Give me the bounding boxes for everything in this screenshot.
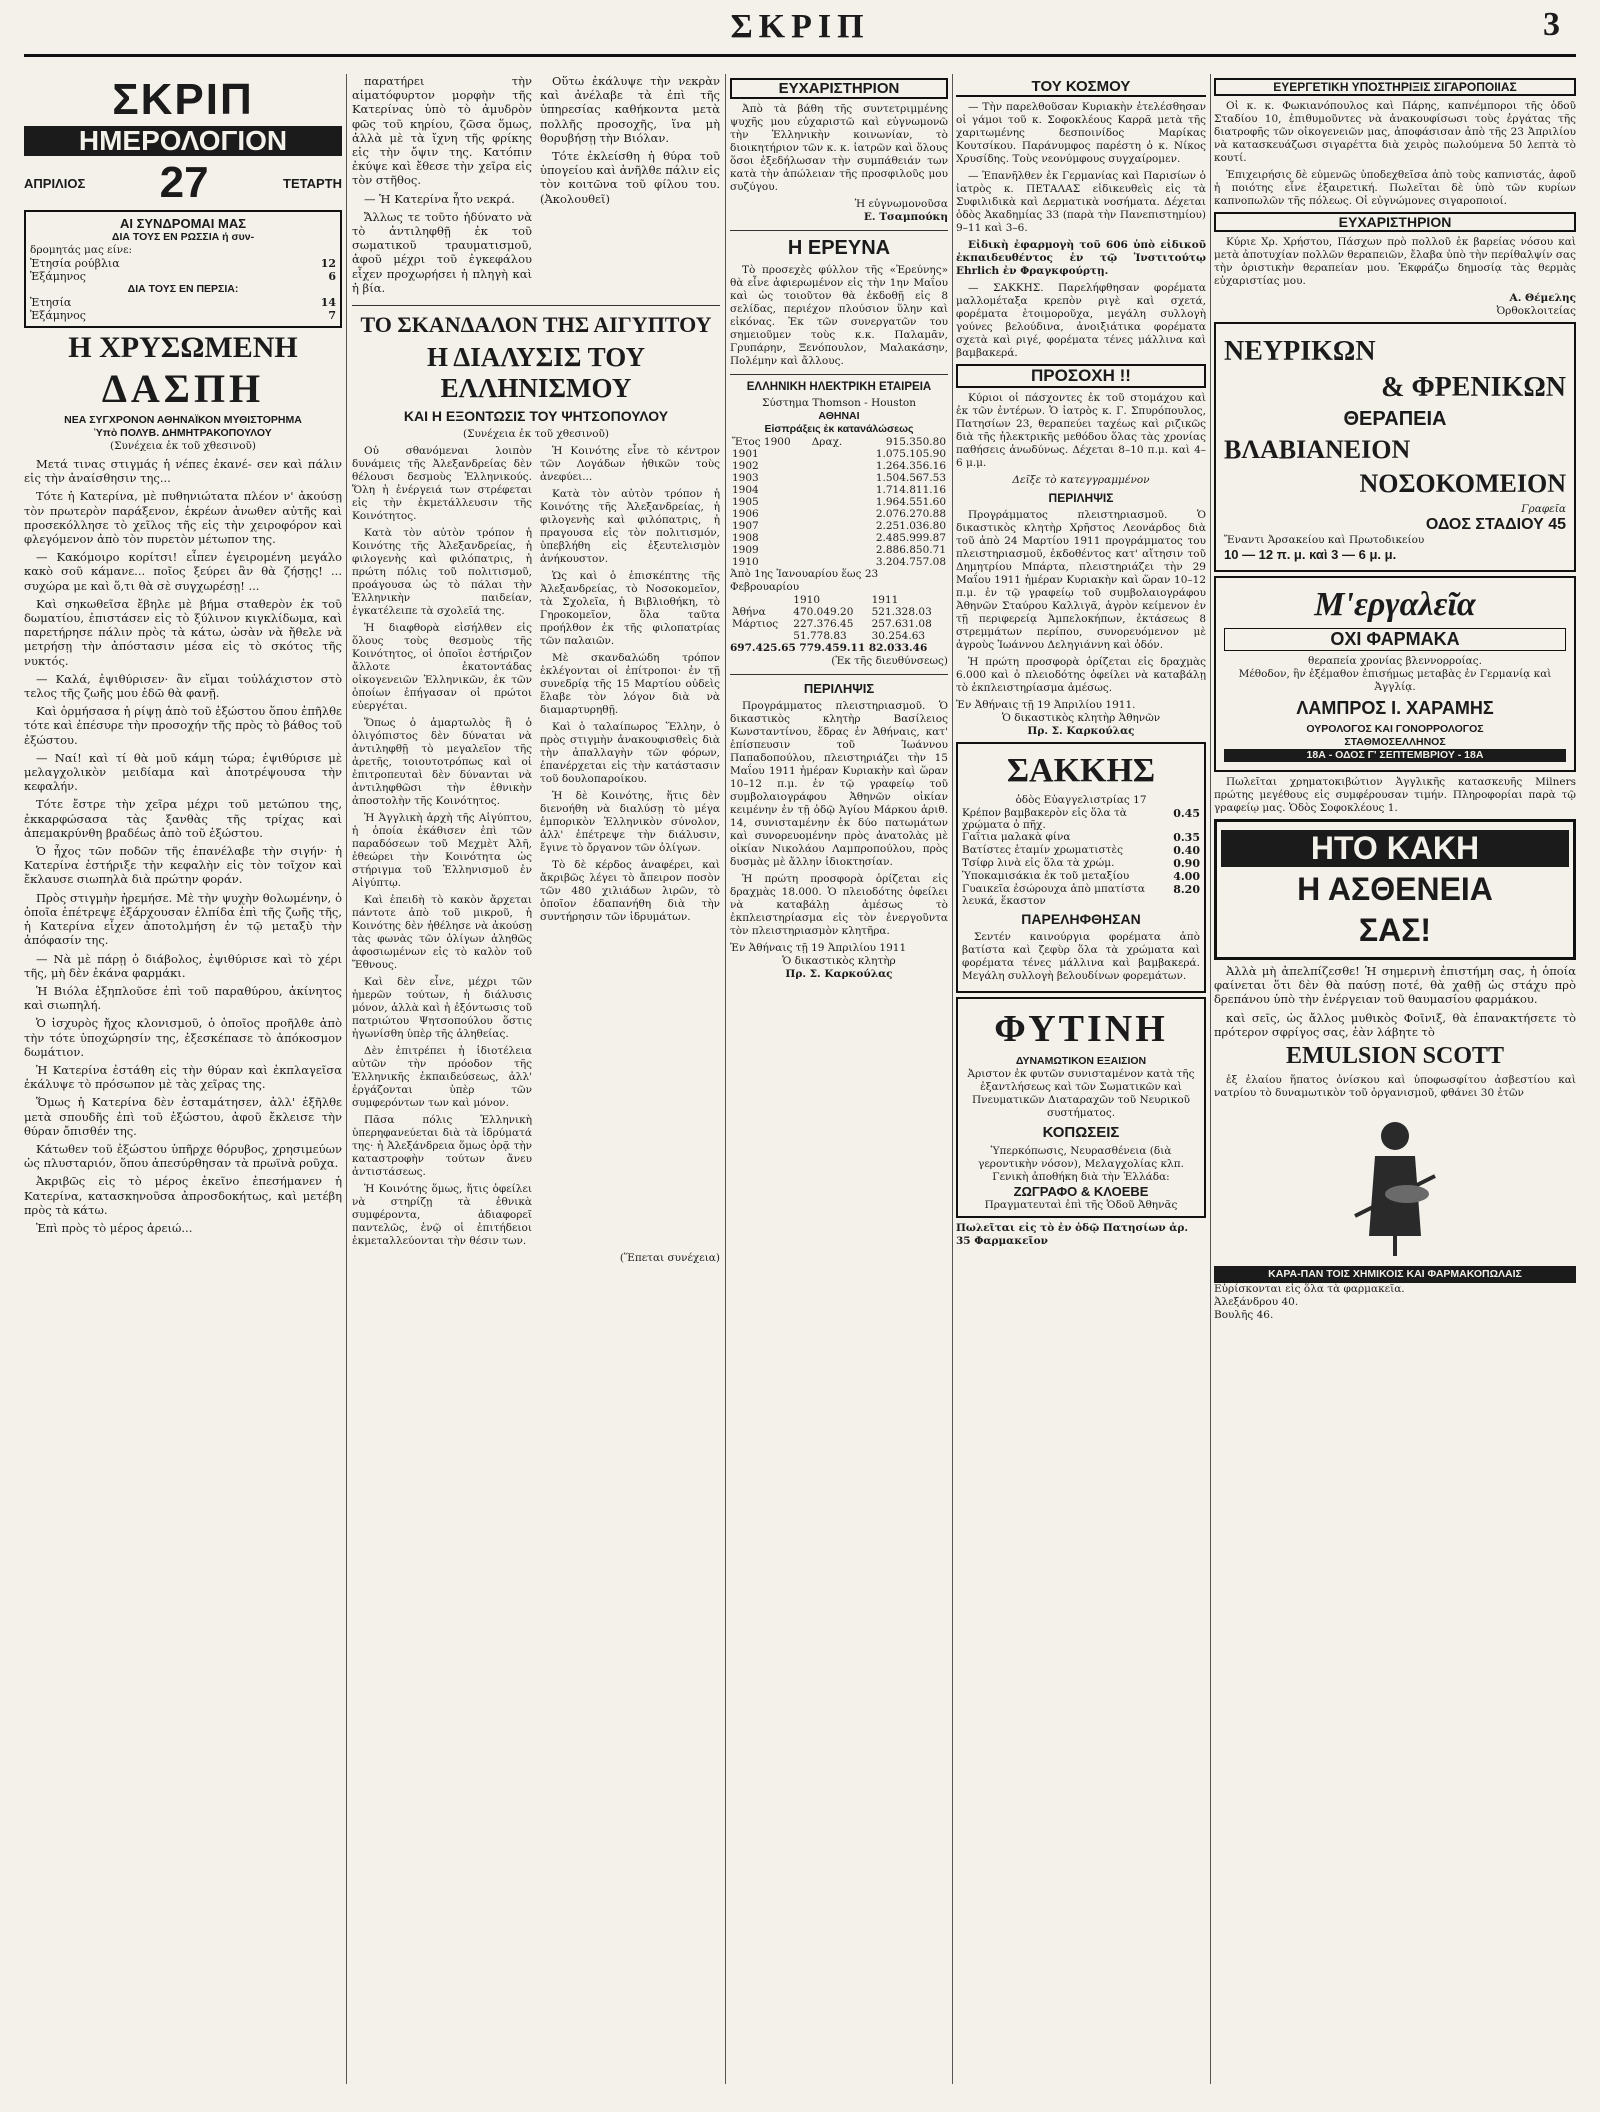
table-cell: 1910 (732, 556, 759, 568)
table-row (730, 436, 948, 448)
summary-signature: Πρ. Σ. Καρκούλας (1027, 725, 1135, 737)
table-cell (810, 520, 854, 532)
summary-heading: ΠΕΡΙΛΗΨΙΣ (803, 681, 875, 696)
subscription-label: Ἐτησία (30, 296, 72, 309)
price-label: Ὑποκαμισάκια ἐκ τοῦ μεταξίου (962, 870, 1130, 882)
fisherman-icon (1335, 1106, 1455, 1256)
urologist-station: ΣΤΑΘΜΟΣΕΛΛΗΝΟΣ (1344, 736, 1446, 748)
table-row (730, 484, 948, 496)
urologist-method: Μέθοδον, ἣν ἐξέμαθον ἐπισήμως μεταβὰς ἐν Γερμανίᾳ καὶ Ἀγγλίᾳ. (1238, 668, 1552, 693)
serial-title-2: ΔΑΣΠΗ (101, 366, 265, 411)
serial-continuation: (Συνέχεια ἐκ τοῦ χθεσινοῦ) (109, 440, 257, 452)
urologist-title: Μ'εργαλεῖα (1314, 586, 1476, 623)
serial-paragraph: Τότε ἔστρε τὴν χεῖρα μέχρι τοῦ μετώπου της, ἐκκαρφώσασα τὰς ξανθὰς τῆς τρίχας καὶ ἀπεμακρύνθη βραδέως ἀπὸ τοῦ ἐξώστου. (24, 797, 342, 840)
thanks-heading: ΕΥΧΑΡΙΣΤΗΡΙΟΝ (1214, 212, 1576, 232)
illness-advert (1214, 819, 1576, 960)
fytini-depot: Γενικὴ ἀποθήκη διὰ τὴν Ἑλλάδα: (992, 1171, 1170, 1183)
fytini-firm: ΖΩΓΡΑΦΟ & ΚΛΟΕΒΕ (1013, 1184, 1149, 1199)
article-paragraph: Ἡ Κοινότης ὅμως, ἥτις ὀφείλει νὰ στηρίζῃ τὰ ἐθνικὰ συμφέροντα, ἀδιαφορεῖ παντελῶς, ἐνῷ οἱ ἐπιτήδειοι ἐκμεταλλεύονται τὴν θέσιν των. (352, 1183, 532, 1248)
subscription-label: Ἑξάμηνος (30, 270, 86, 283)
table-cell: Ἔτος 1900 (732, 436, 791, 448)
comparison-note: (Ἐκ τῆς διευθύνσεως) (831, 655, 948, 667)
attention-heading: ΠΡΟΣΟΧΗ !! (956, 364, 1206, 388)
serial-continued-right (540, 74, 720, 299)
subscription-label: Ἑξάμηνος (30, 309, 86, 322)
article-body-right (540, 445, 720, 1252)
serial-paragraph: — Ναί! καὶ τί θὰ μοῦ κάμη τώρα; ἐψιθύρισε μὲ μελαγχολικὸν μειδίαμα καὶ ἀποτρέψουσα τὴν κεφαλήν. (24, 750, 342, 794)
clinic-name-2: ΝΟΣΟΚΟΜΕΙΟΝ (1359, 469, 1566, 498)
table-row (730, 460, 948, 472)
serial-continued-left (352, 74, 532, 299)
sakkis-address: ὁδὸς Εὐαγγελιστρίας 17 (1015, 794, 1147, 806)
table-cell: 1911 (871, 594, 899, 606)
article-paragraph: Οὐ σθανόμεναι λοιπὸν δυνάμεις τῆς Ἀλεξανδρείας δὲν θέλουσι δεσμοὺς Ἑλληνικούς. Ὅλη ἡ ἐνέργειά των στρέφεται εἰς τὴν ἐκμετάλλευσιν τῆς Κοινότητος. (352, 445, 532, 523)
table-cell (810, 460, 854, 472)
urologist-advert (1214, 576, 1576, 772)
subscriptions-heading: ΑΙ ΣΥΝΔΡΟΜΑΙ ΜΑΣ (119, 216, 247, 231)
price-label: Γυαικεῖα ἐσώρουχα ἀπὸ μπατίστα λευκά, ἕκαστον (962, 883, 1145, 907)
table-cell: Μάρτιος (732, 618, 779, 630)
illness-line-2: Η ΑΣΘΕΝΕΙΑ (1297, 871, 1493, 907)
article-paragraph: Ἡ Ἀγγλικὴ ἀρχὴ τῆς Αἰγύπτου, ἡ ὁποία ἐκάθισεν ἐπὶ τῶν παραδόσεων τοῦ Μεχμὲτ Ἀλῆ, ἐθεώρει τὴν Κοινότητα ὡς στήριγμα τοῦ Ἑλληνισμοῦ ἐν Αἰγύπτῳ. (352, 812, 532, 890)
summary-text-2: Ἡ πρώτη προσφορὰ ὁρίζεται εἰς δραχμὰς 6.000 καὶ ὁ πλειοδότης ὀφείλει νὰ καταβάλῃ τὸ ἐκπλειστηρίασμα ἀμέσως. (956, 656, 1206, 694)
scott-text-3: ἐξ ἐλαίου ἥπατος ὀνίσκου καὶ ὑποφωσφίτου ἀσβεστίου καὶ νατρίου τὸ δυναμωτικὸν τοῦ ὀργανισμοῦ, φθάνει 30 ἐτῶν (1214, 1074, 1576, 1100)
table-cell (730, 594, 791, 606)
column-3 (730, 74, 948, 2084)
summary-signature-label: Ὁ δικαστικὸς κλητὴρ (782, 955, 896, 967)
article-paragraph: Μὲ σκανδαλώδη τρόπον ἐκλέγονται οἱ ἐπίτροποι· ἐν τῇ συνεδρίᾳ τῆς 15 Μαρτίου οὐδεὶς ἔλαβε τὸν λόγον διὰ νὰ διαμαρτυρηθῇ. (540, 652, 720, 717)
urologist-address: 18Α - ΟΔΟΣ Γ' ΣΕΠΤΕΜΒΡΙΟΥ - 18Α (1224, 749, 1566, 762)
electric-company-system: Σύστημα Thomson - Houston (762, 397, 916, 409)
article-paragraph: Ἡ δὲ Κοινότης, ἥτις δὲν διενοήθη νὰ διαλύσῃ τὸ μέγα ἐμπορικὸν Ἑλληνικὸν σύνολον, ἀλλ' ἐπέτρεψε τὴν διάλυσιν, ἔγινε τὸ ὄργανον τῶν ὀλίγων. (540, 790, 720, 855)
serial-body (24, 457, 342, 1217)
serial-paragraph: Ὁ ἰσχυρὸς ἤχος κλονισμοῦ, ὁ ὁποῖος προῆλθε ἀπὸ τὴν τότε ὑποχώρησίν της, ἐξεσκέπασε τὸ ἀπόκοσμον δωμάτιον. (24, 1016, 342, 1059)
sakkis-advert (956, 742, 1206, 993)
table-row (730, 448, 948, 460)
price-value: 0.35 (1173, 831, 1200, 844)
article-headline-3: ΚΑΙ Η ΕΞΟΝΤΩΣΙΣ ΤΟΥ ΨΗΤΣΟΠΟΥΛΟΥ (403, 408, 669, 425)
comparison-total: 697.425.65 779.459.11 82.033.46 (730, 642, 928, 654)
table-cell (810, 448, 854, 460)
table-cell: 1.264.356.16 (875, 460, 946, 472)
article-paragraph: Καὶ ὁ ταλαίπωρος Ἕλλην, ὁ πρὸς στιγμὴν ἀνακουφισθεὶς διὰ τὴν ἀπαλλαγὴν τῶν φόρων, ἐπανέρχεται εἰς τὴν κατάστασιν τοῦ δουλοπαροίκου. (540, 721, 720, 786)
subscription-price: 7 (328, 309, 336, 322)
thanks-text: Κύριε Χρ. Χρήστου, Πάσχων πρὸ πολλοῦ ἐκ βαρείας νόσου καὶ μετὰ ἀποτυχίαν πολλῶν θεραπειῶν, ἔλαβα ὑπὸ τὴν περίθαλψίν σας τὴν ὁριστικὴν θεραπείαν μου. Ἐκφράζω δημοσίᾳ τὰς θερμὰς εὐχαριστίας μου. (1214, 236, 1576, 287)
column-divider (1210, 74, 1211, 2084)
notice-text: Ἀπὸ τὰ βάθη τῆς συντετριμμένης ψυχῆς μου εὐχαριστῶ καὶ εὐγνωμονῶ τὴν Ἑλληνικὴν κοινωνίαν, τὸ διοικητήριον τῶν κ. κ. ἰατρῶν καὶ ὅλους ὅσοι ἐξεδήλωσαν τὴν συμπάθειάν των κατὰ τὴν ἀπώλειαν τῆς προσφιλοῦς μου συζύγου. (730, 103, 948, 193)
table-cell: Δραχ. (811, 436, 843, 448)
subscription-price: 12 (320, 257, 336, 270)
fytini-title: ΦΥΤΙΝΗ (994, 1008, 1168, 1050)
serial-paragraph: Τότε ἡ Κατερίνα, μὲ πυθηνιώτατα πλέον ν' ἀκούσῃ τὸν πρωτερὸν παράξενον, ἐκρέων ἀνωθεν αὐτῆς καὶ προσεκόλλησε τὸ χεῖλος τῆς εἰς τὴν χειροφόρον καὶ φλεγόμενον ἀπὸ τὸν πυρετὸν μέτωπον της. (24, 489, 342, 547)
masthead-rule (24, 54, 1576, 57)
society-item: — ΣΑΚΚΗΣ. Παρελήφθησαν φορέματα μαλλομέταξα κρεπὸν ριγὲ καὶ σχετά, φορέματα ἑτοιμοροῦχα, μεγάλη συλλογὴ γούνες βελούδινα, ἀνοιξιάτικα φορέματα σχετὰ καὶ ριγέ, φορέματα τένες μάλλινα καὶ βαμβακερά. (956, 282, 1206, 359)
revenue-table (730, 436, 948, 568)
table-cell: 1901 (732, 448, 759, 460)
article-headline: ΤΟ ΣΚΑΝΔΑΛΟΝ ΤΗΣ ΑΙΓΥΠΤΟΥ (360, 312, 712, 338)
urologist-slogan: ΟΧΙ ΦΑΡΜΑΚΑ (1224, 628, 1566, 651)
society-heading: ΤΟΥ ΚΟΣΜΟΥ (956, 78, 1206, 97)
masthead-title: ΣΚΡΙΠ (730, 8, 870, 45)
article-paragraph: Καὶ δὲν εἶνε, μέχρι τῶν ἡμερῶν τούτων, ἡ διάλυσις μόνον, ἀλλὰ καὶ ἡ ἐξόντωσις τοῦ πατριώτου Ψητσοπούλου ὅστις ἠγωνίσθη ὑπὲρ τῆς ἀληθείας. (352, 976, 532, 1041)
article-body-left (352, 445, 532, 1252)
serial-paragraph: Μετά τινας στιγμάς ἡ νέπες ἐκανέ- σεν καὶ πάλιν εἰς τὴν ἀναίσθησιν της... (24, 457, 342, 486)
illness-line-3: ΣΑΣ! (1358, 912, 1432, 948)
table-cell: 51.778.83 (793, 630, 847, 642)
summary-text: Προγράμματος πλειστηριασμοῦ. Ὁ δικαστικὸς κλητὴρ Χρῆστος Λεονάρδος διὰ τοῦ ἀπὸ 24 Μαρτίου 1911 προγράμματος του πλειστηριασμοῦ, ἐκδοθέντος κατ' αἴτησιν τοῦ Δημητρίου Μπάρτα, πλειστηριάζει τὴν 29 Μαΐου 1911 ἡμέραν Κυριακὴν καὶ ὥραν 10–12 π.μ. ἐν τῷ γραφείῳ τοῦ συμβολαιογράφου Ἀθηνῶν Σταύρου Καλλιγᾶ, ἀγρὸν κείμενον ἐν τῇ περιφερείᾳ Ἀμπελοκήπων, ἐκτάσεως 8 στρεμμάτων περίπου, συνορευόμενον μὲ ἀγροὺς Ἰωάννου Δεληγιάννη καὶ ὁδόν. (956, 509, 1206, 651)
table-cell (810, 532, 854, 544)
clinic-address: ΟΔΟΣ ΣΤΑΔΙΟΥ 45 (1425, 516, 1566, 533)
clinic-title-1: ΝΕΥΡΙΚΩΝ (1224, 336, 1376, 367)
table-cell: 30.254.63 (871, 630, 926, 642)
article-headline-2: Η ΔΙΑΛΥΣΙΣ ΤΟΥ ΕΛΛΗΝΙΣΜΟΥ (427, 342, 645, 404)
table-cell: 915.350.80 (885, 436, 946, 448)
scott-brand: EMULSION SCOTT (1285, 1043, 1505, 1070)
safe-for-sale-text: Πωλεῖται χρηματοκιβώτιον Ἀγγλικῆς κατασκευῆς Milners πρώτης μεγέθους εἰς συμφέρουσαν τιμήν. Πληροφορίαι παρὰ τῷ γραφείῳ μας. Ὁδὸς Σοφοκλέους 1. (1214, 776, 1576, 814)
cigarette-heading: ΕΥΕΡΓΕΤΙΚΗ ΥΠΟΣΤΗΡΙΞΙΣ ΣΙΓΑΡΟΠΟΙΙΑΣ (1214, 78, 1576, 96)
calendar-title: ΣΚΡΙΠ (112, 75, 254, 124)
serial-paragraph: Καὶ σηκωθεῖσα ἔβηλε μὲ βήμα σταθερὸν ἐκ τοῦ δωματίου, ἐπιστάσεν εἰς τὸ ξύλινον κιγκλίδωμα, καὶ παρετήρησε πάλιν πρὸς τὰ κάτω, ὡσὰν νὰ ἤθελε νὰ μετρήσῃ τὴν ἀπόστασιν μέσα εἰς τὸ σκότος τῆς νυκτός. (24, 596, 342, 668)
article-paragraph: Οὕτω ἐκάλυψε τὴν νεκρὰν καὶ ἀνέλαβε τὰ ἐπὶ τῆς ὑπηρεσίας καθήκοντα μετὰ πολλῆς προσοχῆς, ἵνα μὴ θορυβήσῃ τὴν Βιόλαν. (540, 74, 720, 145)
attention-note: Δεῖξε τὸ κατεγγραμμένον (1012, 474, 1150, 486)
illness-line-1: ΗΤΟ ΚΑΚΗ (1221, 830, 1569, 867)
table-cell: 1.075.105.90 (875, 448, 946, 460)
table-cell: 1909 (732, 544, 759, 556)
article-paragraph: Τὸ δὲ κέρδος ἀναφέρει, καὶ ἄκριβῶς λέγει τὸ ἄπειρον ποσὸν τῶν 480 χιλιάδων λιρῶν, τὸ ὁποῖον ἐδαπανήθη διὰ τὴν συντήρησιν τῶν ἱδρυμάτων. (540, 859, 720, 924)
calendar-subtitle: ΗΜΕΡΟΛΟΓΙΟΝ (24, 126, 342, 156)
article-paragraph: Ὅπως ὁ ἀμαρτωλὸς ἢ ὁ ὀλιγόπιστος δὲν δύναται νὰ ἀντιληφθῇ τὸ μεγαλεῖον τῆς ἀρετῆς, τοιουτοτρόπως καὶ οἱ ἐπιτροπευταὶ δὲν δύνανται νὰ ἀντιληφθῶσι τὴν ἐθνικὴν ἀποστολὴν τῆς Κοινότητος. (352, 717, 532, 808)
price-value: 0.45 (1173, 807, 1200, 820)
price-row (962, 831, 1200, 844)
fisherman-illustration (1214, 1106, 1576, 1260)
price-row (962, 870, 1200, 883)
thanks-signature: Α. Θέμελης (1509, 292, 1576, 304)
clinic-offices: Γραφεῖα (1521, 503, 1566, 515)
subscription-row (30, 309, 336, 322)
serial-author: Ὑπὸ ΠΟΛΥΒ. ΔΗΜΗΤΡΑΚΟΠΟΥΛΟΥ (94, 427, 272, 439)
price-value: 0.90 (1173, 857, 1200, 870)
article-paragraph: Καὶ ἐπειδὴ τὸ κακὸν ἄρχεται πάντοτε ἀπὸ τοῦ μικροῦ, ἡ Κοινότης δὲν ἠθέλησε νὰ ἀκούσῃ τὰς φωνὰς τῶν ὀλίγων ἀληθῶς ἀφοσιωμένων εἰς τὸ καλὸν τοῦ Ἔθνους. (352, 894, 532, 972)
subscriptions-russia: ΔΙΑ ΤΟΥΣ ΕΝ ΡΩΣΣΙΑ ή συν- (111, 231, 255, 243)
table-row (730, 618, 948, 630)
footer-address-2: Βουλῆς 46. (1214, 1309, 1274, 1322)
thanks-signature-2: Ὀρθοκλοιτείας (1496, 305, 1576, 317)
table-row (730, 520, 948, 532)
table-cell: 1905 (732, 496, 759, 508)
revenue-table-heading: Εἰσπράξεις ἐκ κατανάλώσεως (764, 423, 914, 435)
fytini-advert (956, 997, 1206, 1218)
footer-note: Εὑρίσκονται εἰς ὅλα τὰ φαρμακεῖα. (1214, 1283, 1405, 1296)
revenue-rows (730, 448, 948, 568)
article-paragraph: Πᾶσα πόλις Ἑλληνικὴ ὑπερηφανεύεται διὰ τὰ ἱδρύματά της· ἡ Ἀλεξάνδρεια ὅμως ὁρᾷ τὴν καταστροφὴν τούτων ἄνευ ἀντιστάσεως. (352, 1114, 532, 1179)
price-value: 4.00 (1173, 870, 1200, 883)
table-cell: 2.076.270.88 (875, 508, 946, 520)
price-value: 0.40 (1173, 844, 1200, 857)
article-paragraph: Κατὰ τὸν αὐτὸν τρόπον ἡ Κοινότης τῆς Ἀλεξανδρείας, ἡ φιλογενὴς καὶ φιλόπατρις, ἡ πραγουσα εἰς τὸν πολιτισμόν, ὑπεβλήθη εἰς ἐξευτελισμὸν ἀνήκουστον. (540, 488, 720, 566)
divider (352, 305, 720, 306)
serial-paragraph: Καὶ ὁρμήσασα ἡ ρίψῃ ἀπὸ τοῦ ἐξώστου ὅπου ἐπῆλθε τότε καὶ ἐπέσυρε τὴν προσοχήν τῆς πρὸς τὸ βάθος τοῦ ἐξώστου. (24, 704, 342, 747)
scott-text: Ἀλλὰ μὴ ἀπελπίζεσθε! Ἡ σημερινὴ ἐπιστήμη σας, ἡ ὁποία φαίνεται ὅτι δὲν θὰ παύσῃ ποτέ, θὰ χαθῇ ὡς στάχυ πρὸ δρεπάνου ὑπὸ τὴν ἐνέργειαν τοῦ θαυμασίου φαρμάκου. (1214, 964, 1576, 1007)
masthead (0, 0, 1600, 60)
scott-retailers: ΚΑΡΑ-ΠΑΝ ΤΟΙΣ ΧΗΜΙΚΟΙΣ ΚΑΙ ΦΑΡΜΑΚΟΠΩΛΑΙΣ (1214, 1266, 1576, 1283)
table-cell (810, 556, 854, 568)
sakkis-arrivals-heading: ΠΑΡΕΛΗΦΘΗΣΑΝ (1021, 911, 1141, 927)
article-continuation: (Συνέχεια ἐκ τοῦ χθεσινοῦ) (462, 428, 610, 441)
article-paragraph: Ἡ Κοινότης εἶνε τὸ κέντρον τῶν Λογάδων ἠθικῶν τοὺς ἀνεφύει... (540, 445, 720, 484)
table-cell (730, 630, 791, 642)
column-divider (725, 74, 726, 2084)
price-row (962, 807, 1200, 831)
price-label: Κρέπον βαμβακερὸν εἰς ὅλα τὰ χρώματα ὁ πῆχ. (962, 807, 1127, 831)
article-paragraph: Δὲν ἐπιτρέπει ἡ ἰδιοτέλεια αὐτῶν τὴν πρόοδον τῆς Ἑλληνικῆς ἐκπαιδεύσεως, ἀλλ' ἐργάζονται ὑπὲρ τῶν συμφερόντων των καὶ μόνον. (352, 1045, 532, 1110)
table-cell (810, 544, 854, 556)
article-columns (352, 445, 720, 1252)
table-row (730, 606, 948, 618)
urologist-treatment: θεραπεία χρονίας βλεννορροίας. (1308, 655, 1482, 667)
serial-paragraph: Ὁ ἦχος τῶν ποδῶν τῆς ἐπανέλαβε τὴν σιγήν· ἡ Κατερίνα ἐστήριξε τὴν κεφαλὴν εἰς τὸν τοῖχον καὶ ἔκλαυσε σιωπηλὰ διὰ πρώτην φοράν. (24, 844, 342, 887)
column-divider (952, 74, 953, 2084)
fytini-conditions: Ὑπερκόπωσις, Νευρασθένεια (διὰ γεροντικὴν νόσον), Μελαγχολίας κλπ. (978, 1145, 1184, 1170)
subscriptions-persia: ΔΙΑ ΤΟΥΣ ΕΝ ΠΕΡΣΙΑ: (127, 283, 239, 295)
erevna-text: Τὸ προσεχὲς φύλλον τῆς «Ἐρεύνης» θὰ εἶνε ἀφιερωμένον εἰς τὴν 1ην Μαΐου καὶ ὡς τοιοῦτον θὰ ἐκδοθῇ εἰς 8 σελίδας, περιέχον πλούσιον ὕλην καὶ εἰκόνας. Ἐκ τῶν συνεργατῶν του σημειοῦμεν τοὺς κ.κ. Παλαμᾶν, Γρυπάρην, Ξενόπουλον, Μαλακάσην, Πολέμην καὶ ἄλλους. (730, 264, 948, 367)
price-label: Βατίστες ἐταμίν χρωματιστὲς (962, 844, 1123, 856)
urologist-name: ΛΑΜΠΡΟΣ Ι. ΧΑΡΑΜΗΣ (1296, 698, 1494, 718)
column-2 (352, 74, 720, 2084)
column-4 (956, 74, 1206, 2084)
cigarette-text: Οἱ κ. κ. Φωκιανόπουλος καὶ Πάρης, καπνέμποροι τῆς ὁδοῦ Σταδίου 10, ἐπιθυμοῦντες νὰ ἀνακουφίσωσι τοὺς ἐργάτας τῆς διατροφῆς τῶν οἰκογενειῶν μας, ἀποφάσισαν ἀπὸ τῆς 23 Ἀπριλίου νὰ κατασκευάζωσι σιγαρέττα διὰ χειρὸς πωλούμενα 50 λεπτὰ τὸ κουτί. (1214, 100, 1576, 164)
table-cell (810, 484, 854, 496)
summary-signature: Πρ. Σ. Καρκούλας (785, 968, 893, 980)
date-day: 27 (159, 158, 209, 207)
subscriptions-box (24, 210, 342, 328)
serial-paragraph: — Νὰ μὲ πάρῃ ὁ διάβολος, ἐψιθύρισε καὶ τὸ χέρι τῆς, μὴ δὲν ἐκάνα φαρμάκι. (24, 951, 342, 980)
society-item: Εἰδικὴ ἐφαρμογὴ τοῦ 606 ὑπὸ εἰδικοῦ ἐκπαιδευθέντος ἐν τῷ Ἰνστιτούτῳ Ehrlich ἐν Φραγκφούρτῃ. (956, 239, 1206, 277)
table-cell: Ἀθήνα (732, 606, 766, 618)
table-cell: 1.714.811.16 (875, 484, 946, 496)
table-cell: 2.485.999.87 (875, 532, 946, 544)
subscription-row (30, 257, 336, 270)
price-value: 8.20 (1173, 883, 1200, 896)
table-cell (810, 472, 854, 484)
divider (730, 374, 948, 375)
comparison-table (730, 594, 948, 642)
price-row (962, 844, 1200, 857)
table-row (730, 532, 948, 544)
table-cell: 1906 (732, 508, 759, 520)
revenue-note: Ἀπὸ 1ης Ἰανουαρίου ἕως 23 Φεβρουαρίου (730, 568, 879, 593)
serial-paragraph: Ἡ Βιόλα ἐξηπλοῦσε ἐπὶ τοῦ παραθύρου, ἀκίνητος καὶ σιωπηλή. (24, 983, 342, 1013)
article-paragraph: — Ἡ Κατερίνα ἦτο νεκρά. (364, 191, 515, 206)
subscription-row (30, 296, 336, 309)
price-label: Γαΐτια μαλακὰ φίνα (962, 831, 1071, 843)
table-cell: 521.328.03 (871, 606, 932, 618)
table-cell: 2.886.850.71 (875, 544, 946, 556)
summary-text: Προγράμματος πλειστηριασμοῦ. Ὁ δικαστικὸς κλητὴρ Βασίλειος Κωνσταντίνου, ἕδρας ἐν Ἀθήναις, κατ' ἐπίσπευσιν τοῦ Ἰωάννου Παπαδοπούλου, πλειστηριάζει τὴν 15 Μαΐου 1911 ἡμέραν Κυριακὴν καὶ ὥραν 10–12 π.μ. ἐν τῷ γραφείῳ τοῦ συμβολαιογράφου Ἀθηνῶν οἰκίαν κειμένην ἐν τῇ ὁδῷ Ἀγίου Μάρκου ἀριθ. 14, συνισταμένην ἐκ δύο πατωμάτων καὶ συνορευομένην πρὸς ἀνατολὰς μὲ οἰκίαν Νικολάου Λαμπροπούλου, πρὸς δυσμὰς μὲ ἄλλην ἰδιοκτησίαν. (730, 700, 948, 868)
serial-paragraph: Πρὸς στιγμὴν ἠρεμήσε. Μὲ τὴν ψυχὴν θολωμένην, ὁ ὁποῖα ἐπέτρεψε ἐξάρχουσαν ἐλπίδα ἐπὶ τῆς ζωῆς τῆς, ἡ Κατερίνα εἶχεν ἀποτολμήση ἐν τῷ μεταξὺ τὴν ἀπόφασίν της. (24, 890, 342, 948)
fytini-heading: ΚΟΠΩΣΕΙΣ (1042, 1124, 1120, 1141)
notice-signature-label: Ἡ εὐγνωμονοῦσα (854, 198, 948, 210)
table-row (730, 472, 948, 484)
table-cell: 1902 (732, 460, 759, 472)
society-item: — Ἐπανῆλθεν ἐκ Γερμανίας καὶ Παρισίων ὁ ἰατρὸς κ. ΠΕΤΑΛΑΣ εἰδικευθεὶς εἰς τὰ Συφιλιδικὰ καὶ Δερματικὰ νοσήματα. Δέχεται ὁδὸς Ἀκαδημίας 33 (παρὰ τὴν Πανεπιστημίου) 9–11 καὶ 3–6. (956, 170, 1206, 234)
cigarette-text-2: Ἐπιχειρήσις δὲ εὐμενῶς ὑποδεχθεῖσα ἀπὸ τοὺς καπνιστάς, ἀφοῦ ἡ ποιότης εἶνε ἐξαιρετική. Πωλεῖται δὲ ὑπὸ τῶν κυρίων καπνοπωλῶν τῆς πόλεως. Οἱ εὐγνώμονες σιγαροποιοί. (1214, 169, 1576, 207)
article-end: (Ἕπεται συνέχεια) (619, 1252, 720, 1265)
article-paragraph: Ἄλλως τε τοῦτο ἠδύνατο νὰ τὸ ἀντιληφθῇ ἐκ τοῦ σωματικοῦ τραυματισμοῦ, ἀφοῦ μέχρι τοῦ ἐγκεφάλου εἶχεν προχωρήσει ἡ πληγὴ καὶ ἡ βία. (352, 209, 532, 295)
price-label: Τσίφρ λινὰ εἰς ὅλα τὰ χρώμ. (962, 857, 1115, 869)
article-paragraph: Ὡς καὶ ὁ ἐπισκέπτης τῆς Ἀλεξανδρείας, τὸ Νοσοκομεῖον, τὰ Σχολεῖα, ἡ Βιβλιοθήκη, τὸ Γηροκομεῖον, ὅλα ταῦτα προήλθον ἐκ τῆς φιλοπατρίας τῶν παλαιῶν. (540, 570, 720, 648)
date-row (24, 160, 342, 206)
serial-paragraph: Ὅμως ἡ Κατερίνα δὲν ἐσταμάτησεν, ἀλλ' ἐξῆλθε μετὰ σπουδῆς ἐπὶ τοῦ ἐξώστου, ἀφοῦ ἔκλεισε τὴν θύραν ὄπισθέν της. (24, 1095, 342, 1138)
summary-text-2: Ἡ πρώτη προσφορὰ ὁρίζεται εἰς δραχμὰς 18.000. Ὁ πλειοδότης ὀφείλει νὰ καταβάλῃ ἀμέσως τὸ ἐκπλειστηρίασμα εἰς τὸν ἐνεργοῦντα τὸν πλειστηριασμὸν κλητῆρα. (730, 873, 948, 937)
table-cell: 257.631.08 (871, 618, 932, 630)
table-cell: 1907 (732, 520, 759, 532)
serial-paragraph: — Καλά, ἐψιθύρισεν· ἂν εἴμαι τοὐλάχιστον στὸ τελος τῆς ζωῆς μου ἐδῶ θὰ φανῇ. (24, 671, 342, 701)
article-paragraph: Κατὰ τὸν αὐτὸν τρόπον ἡ Κοινότης τῆς Ἀλεξανδρείας, ἡ φιλογενὴς καὶ φιλόπατρις, ἡ πρώτη πόλις τοῦ πολιτισμοῦ, προάγουσα ὡς τὸ πάλαι τὴν Ἑλληνικὴν παιδείαν, ἐγκατέλειπε τὰ σχολεῖά της. (352, 527, 532, 618)
table-cell (810, 496, 854, 508)
serial-continued (352, 74, 720, 299)
table-row (730, 594, 948, 606)
price-row (962, 883, 1200, 907)
clinic-advert (1214, 322, 1576, 572)
fytini-address: Πραγματευταὶ ἐπὶ τῆς Ὁδοῦ Ἀθηνᾶς (984, 1199, 1178, 1211)
serial-end: Ἐπὶ πρὸς τὸ μέρος ἀρειώ... (36, 1220, 193, 1235)
table-cell: 1908 (732, 532, 759, 544)
table-cell (810, 508, 854, 520)
article-paragraph: παρατήρει τὴν αἱματόφυρτον μορφὴν τῆς Κατερίνας ὑπὸ τὸ ἀμυδρὸν φῶς τοῦ κηρίου, ζῶσα ὅμως, ἀλλὰ μὲ τὰ ἴχνη τῆς φρίκης εἰς τὴν ὄψιν της. Κατόπιν ἐκύψε καὶ ἔθεσε τὴν χεῖρα εἰς τὸν στῆθος. (352, 74, 532, 188)
date-month: ΑΠΡΙΛΙΟΣ (24, 175, 86, 191)
clinic-location: Ἔναντι Ἀρσακείου καὶ Πρωτοδικείου (1224, 534, 1425, 546)
article-paragraph: Ἡ διαφθορὰ εἰσήλθεν εἰς ὅλους τοὺς θεσμοὺς τῆς Κοινότητος, οἱ ὁποῖοι ἐστήριζον ἄλλοτε ἑκατοντάδας οἰκογενειῶν Ἑλληνικῶν, ἐκ τῶν ὁποίων ἐπήγασαν οἱ πρώτοι εὐεργέται. (352, 622, 532, 713)
scott-text-2: καὶ σεῖς, ὡς ἄλλος μυθικὸς Φοῖνιξ, θὰ ἐπανακτήσετε τὸ πρότερον σφρίγος σας, ἐὰν λάβητε τὸ (1214, 1010, 1576, 1039)
serial-title-1: Η ΧΡΥΣΩΜΕΝΗ (68, 331, 298, 364)
subscription-price: 14 (320, 296, 336, 309)
society-item: — Τὴν παρελθοῦσαν Κυριακὴν ἐτελέσθησαν οἱ γάμοι τοῦ κ. Σοφοκλέους Καρρᾶ μετὰ τῆς χαριτωμένης δεσποινίδος Μαρίκας Κουτσίκου. Παράνυμφος παρέστη ὁ κ. Νίκος Χρυσίδης. Τοὺς νεονύμφους συγχαίρομεν. (956, 101, 1206, 165)
column-1 (24, 74, 342, 2084)
table-row (730, 544, 948, 556)
summary-signature-label: Ὁ δικαστικὸς κλητὴρ Ἀθηνῶν (1001, 712, 1161, 724)
electric-company-city: ΑΘΗΝΑΙ (818, 410, 860, 422)
price-row (962, 857, 1200, 870)
subscription-row (30, 270, 336, 283)
serial-paragraph: Ἡ Κατερίνα ἐστάθη εἰς τὴν θύραν καὶ ἐκπλαγεῖσα ἐκάλυψε τὸ πρόσωπον μὲ τὰς χεῖρας της. (24, 1062, 342, 1092)
subscriptions-russia-2: δρομητάς μας είνε: (30, 244, 133, 256)
attention-text: Κύριοι οἱ πάσχοντες ἐκ τοῦ στομάχου καὶ ἐκ τῶν ἐντέρων. Ὁ ἰατρὸς κ. Γ. Σπυρόπουλος, Πατησίων 23, θεραπεύει ταχέως καὶ ριζικῶς διὰ τῆς ἠλεκτρικῆς μεθόδου ὅλας τὰς χρονίας παθήσεις ἀνωδύνως. Δέχεται 8–10 π.μ. καὶ 4–6 μ.μ. (956, 392, 1206, 469)
table-cell: 227.376.45 (793, 618, 854, 630)
table-cell: 1.964.551.60 (875, 496, 946, 508)
clinic-title-2: & ΦΡΕΝΙΚΩΝ (1381, 372, 1566, 403)
sakkis-title: ΣΑΚΚΗΣ (1006, 752, 1156, 789)
sakkis-arrivals-text: Σεντέν καινούργια φορέματα ἀπὸ βατίστα καὶ ζεφὺρ ὅλα τὰ χρώματα καὶ φορέματα τένες μάλλινα καὶ βαμβακερά. Μεγάλη συλλογὴ βελουδίνων φορεμάτων. (962, 931, 1200, 982)
clinic-name-1: ΒΛΑΒΙΑΝΕΙΟΝ (1224, 435, 1411, 464)
footer-note: Πωλεῖται εἰς τὸ ἐν ὁδῷ Πατησίων ἀρ. 35 Φαρμακεῖον (956, 1222, 1189, 1247)
clinic-title-3: ΘΕΡΑΠΕΙΑ (1343, 408, 1447, 430)
table-cell: 1904 (732, 484, 759, 496)
subscription-label: Ἐτησία ρούβλια (30, 257, 120, 270)
clinic-hours: 10 — 12 π. μ. καὶ 3 — 6 μ. μ. (1224, 547, 1397, 562)
table-cell: 1903 (732, 472, 759, 484)
fytini-text: Ἀριστον ἐκ φυτῶν συνισταμένον κατὰ τῆς ἐξαντλήσεως καὶ τῶν Σωματικῶν καὶ Πνευματικῶν Διαταραχῶν τοῦ Νευρικοῦ συστήματος. (967, 1068, 1195, 1119)
table-cell: 1910 (793, 594, 821, 606)
column-5 (1214, 74, 1576, 2084)
footer-address: Ἀλεξάνδρου 40. (1214, 1296, 1299, 1309)
article-paragraph: Τότε ἐκλείσθη ἡ θύρα τοῦ ὑπογείου καὶ ἀνῆλθε πάλιν εἰς τὸν κοιτῶνα τοῦ φίλου του. (Ἀκολουθεῖ) (540, 149, 720, 206)
table-cell: 470.049.20 (793, 606, 854, 618)
table-cell: 3.204.757.08 (875, 556, 946, 568)
table-row (730, 556, 948, 568)
subscription-price: 6 (328, 270, 336, 283)
serial-paragraph: Κάτωθεν τοῦ ἐξώστου ὑπῆρχε θόρυβος, χρησιμεύων ὡς πλυσταριόν, ὅπου ἀπεσύρθησαν τὰ πρωϊνὰ ροῦχα. (24, 1141, 342, 1171)
serial-paragraph: — Κακόμοιρο κορίτσι! εἶπεν ἐγειρομένη μεγάλο κακὸ σοῦ κάμανε... ποῖος ξεύρει ἂν θὰ ζήσῃς! ... συχώρα με καὶ ὅ,τι θὰ σὲ συγχωρέσῃ! ... (24, 550, 342, 593)
divider (730, 230, 948, 231)
column-divider (346, 74, 347, 2084)
summary-date: Ἐν Ἀθήναις τῇ 19 Ἀπριλίου 1911 (730, 942, 907, 954)
table-row (730, 496, 948, 508)
erevna-heading: Η ΕΡΕΥΝΑ (787, 237, 891, 259)
summary-date: Ἐν Ἀθήναις τῇ 19 Ἀπριλίου 1911. (956, 699, 1136, 711)
table-row (730, 508, 948, 520)
date-weekday: ΤΕΤΑΡΤΗ (283, 175, 342, 191)
fytini-subtitle: ΔΥΝΑΜΩΤΙΚΟΝ ΕΞΑΙΣΙΟΝ (1015, 1055, 1147, 1067)
notice-signature: Ε. Τσαμπούκη (863, 211, 948, 223)
sakkis-price-list (962, 807, 1200, 907)
serial-paragraph: Ἀκριβῶς εἰς τὸ μέρος ἐκεῖνο ἐπεσήμανεν ἡ Κατερίνα, κατασκηνοῦσα ἀπροσδοκήτως, καὶ μετέβη πρὸς τὰ κάτω. (24, 1174, 342, 1217)
electric-company-heading: ΕΛΛΗΝΙΚΗ ΗΛΕΚΤΡΙΚΗ ΕΤΑΙΡΕΙΑ (746, 381, 932, 393)
divider (730, 674, 948, 675)
table-row (730, 630, 948, 642)
table-cell: 2.251.036.80 (875, 520, 946, 532)
notice-heading: ΕΥΧΑΡΙΣΤΗΡΙΟΝ (730, 78, 948, 99)
urologist-role: ΟΥΡΟΛΟΓΟΣ ΚΑΙ ΓΟΝΟΡΡΟΛΟΓΟΣ (1306, 723, 1484, 735)
page-number: 3 (1543, 6, 1560, 43)
summary-heading: ΠΕΡΙΛΗΨΙΣ (1048, 491, 1114, 505)
serial-subtitle: ΝΕΑ ΣΥΓΧΡΟΝΟΝ ΑΘΗΝΑΪΚΟΝ ΜΥΘΙΣΤΟΡΗΜΑ (64, 414, 302, 426)
table-cell: 1.504.567.53 (875, 472, 946, 484)
